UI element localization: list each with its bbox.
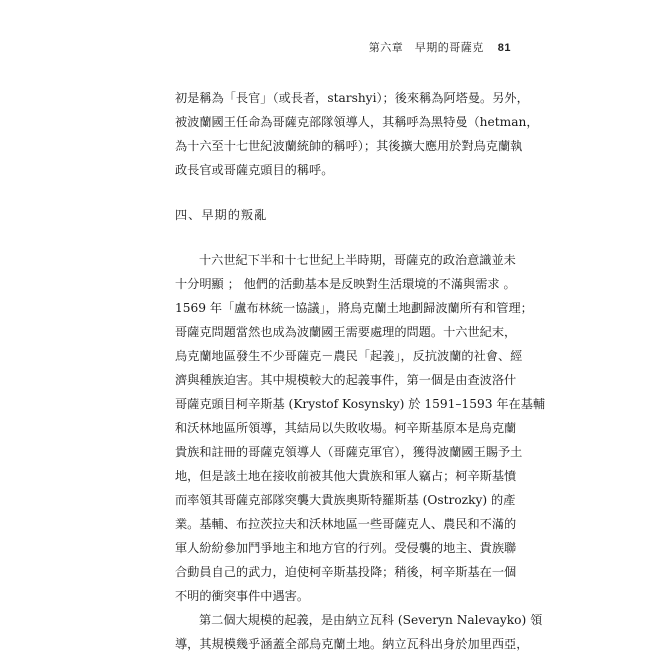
body-text xyxy=(175,86,546,656)
text-line: 和沃林地區所領導，其結局以失敗收場。柯辛斯基原本是烏克蘭 xyxy=(175,421,517,435)
section-heading: 四、早期的叛亂 xyxy=(175,208,268,222)
text-line: 哥薩克頭目柯辛斯基 (Krystof Kosynsky) 於 1591–1593 年在基輔 xyxy=(175,397,546,411)
text-line: 濟與種族迫害。其中規模較大的起義事件，第一個是由查波洛什 xyxy=(175,373,517,387)
text-line: 第二個大規模的起義，是由納立瓦科 (Severyn Nalevayko) 領 xyxy=(199,613,543,627)
paragraph-revolts xyxy=(175,248,546,608)
page-number: 81 xyxy=(497,42,511,54)
text-line: 哥薩克問題當然也成為波蘭國王需要處理的問題。十六世紀末， xyxy=(175,325,517,339)
text-line: 合動員自己的武力，迫使柯辛斯基投降；稍後，柯辛斯基在一個 xyxy=(175,565,517,579)
text-line: 業。基輔、布拉茨拉夫和沃林地區一些哥薩克人、農民和不滿的 xyxy=(175,517,517,531)
text-line: 1569 年「盧布林統一協議」，將烏克蘭土地劃歸波蘭所有和管理； xyxy=(175,301,533,315)
text-line: 而率領其哥薩克部隊突襲大貴族奧斯特羅斯基 (Ostrozky) 的產 xyxy=(175,493,516,507)
text-line: 十六世紀下半和十七世紀上半時期，哥薩克的政治意識並未 xyxy=(199,253,516,267)
text-line: 軍人紛紛參加鬥爭地主和地方官的行列。受侵襲的地主、貴族聯 xyxy=(175,541,517,555)
paragraph-continued xyxy=(175,86,539,182)
running-header xyxy=(369,39,511,55)
paragraph-nalevayko xyxy=(175,608,543,656)
text-line: 貴族和註冊的哥薩克領導人（哥薩克軍官），獲得波蘭國王賜予土 xyxy=(175,445,523,459)
text-line: 初是稱為「長官」（或長者，starshyi）；後來稱為阿塔曼。另外， xyxy=(175,91,529,105)
text-line: 導，其規模幾乎涵蓋全部烏克蘭土地。納立瓦科出身於加里西亞， xyxy=(175,637,529,651)
text-line: 為十六至十七世紀波蘭統帥的稱呼）；其後擴大應用於對烏克蘭執 xyxy=(175,139,523,153)
text-line: 不明的衝突事件中遇害。 xyxy=(175,589,310,603)
text-line: 政長官或哥薩克頭目的稱呼。 xyxy=(175,163,334,177)
text-line: 被波蘭國王任命為哥薩克部隊領導人，其稱呼為黑特曼（hetman， xyxy=(175,115,539,129)
chapter-title: 第六章 早期的哥薩克 xyxy=(368,41,484,54)
text-line: 烏克蘭地區發生不少哥薩克－農民「起義」，反抗波蘭的社會、經 xyxy=(175,349,523,363)
text-line: 地，但是該土地在接收前被其他大貴族和軍人竊占；柯辛斯基憤 xyxy=(175,469,517,483)
text-line: 十分明顯 ； 他們的活動基本是反映對生活環境的不滿與需求 。 xyxy=(175,277,516,291)
